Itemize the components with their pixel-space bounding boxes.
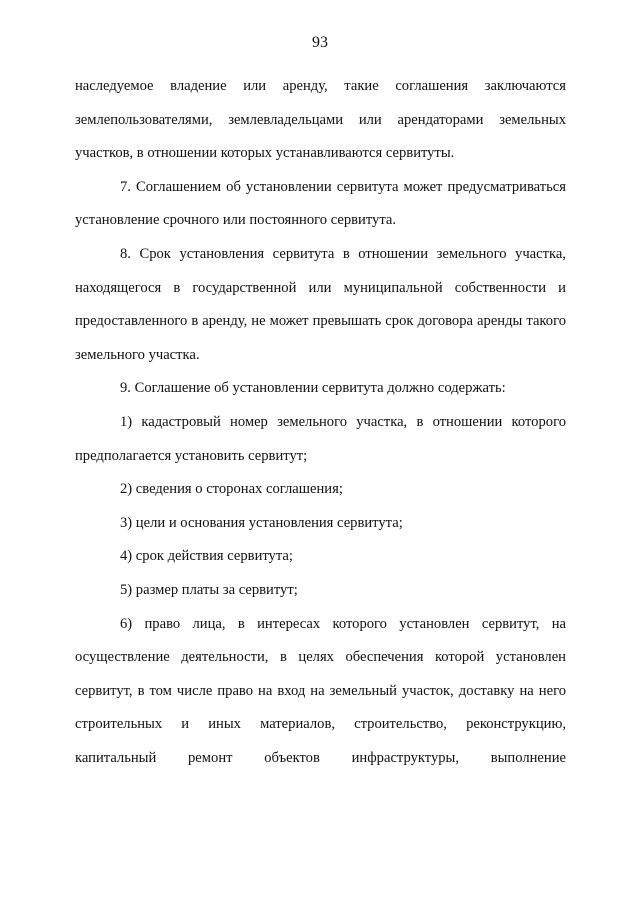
list-item-2: 2) сведения о сторонах соглашения; (120, 481, 343, 498)
list-item-6: 6) право лица, в интересах которого установлен сервитут, на осуществление деятельности, в целях обеспечения которой установлен сервитут, в том числе право на вход на земельный участок, доставку на него строительных и иных материалов, строительство, реконструкцию, капитальный ремонт объектов инфраструктуры, выполнение (75, 615, 566, 766)
document-body (75, 70, 566, 775)
list-item-1: 1) кадастровый номер земельного участка, в отношении которого предполагается установить сервитут; (75, 413, 566, 464)
list-item-5: 5) размер платы за сервитут; (120, 581, 298, 598)
paragraph-item-7: 7. Соглашением об установлении сервитута может предусматриваться установление срочного или постоянного сервитута. (75, 178, 566, 229)
page-number: 93 (312, 34, 328, 51)
list-item-4: 4) срок действия сервитута; (120, 548, 293, 565)
paragraph-item-8: 8. Срок установления сервитута в отношении земельного участка, находящегося в государственной или муниципальной собственности и предоставленного в аренду, не может превышать срок договора аренды такого земельного участка. (75, 245, 566, 363)
paragraph-continuation: наследуемое владение или аренду, такие соглашения заключаются землепользователями, землевладельцами или арендаторами земельных участков, в отношении которых устанавливаются сервитуты. (75, 78, 566, 162)
list-item-3: 3) цели и основания установления сервитута; (120, 514, 403, 531)
paragraph-item-9: 9. Соглашение об установлении сервитута должно содержать: (120, 380, 506, 397)
